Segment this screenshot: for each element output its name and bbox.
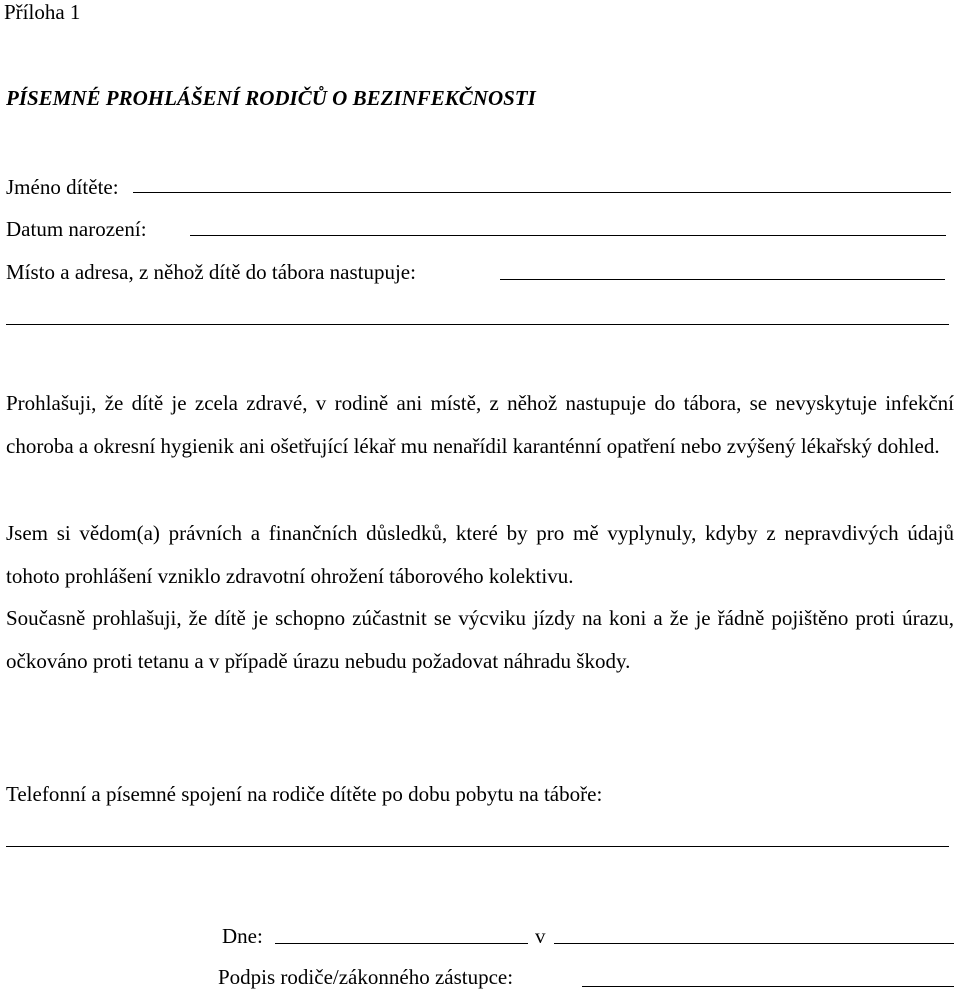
document-title: PÍSEMNÉ PROHLÁŠENÍ RODIČŮ O BEZINFEKČNOSTI bbox=[6, 86, 536, 110]
birth-date-label: Datum narození: bbox=[6, 217, 147, 241]
signature-label: Podpis rodiče/zákonného zástupce: bbox=[218, 965, 514, 989]
birth-date-field[interactable] bbox=[190, 235, 946, 236]
contact-label: Telefonní a písemné spojení na rodiče dítěte po dobu pobytu na táboře: bbox=[6, 782, 603, 806]
address-label: Místo a adresa, z něhož dítě do tábora nastupuje: bbox=[6, 260, 416, 284]
contact-field[interactable] bbox=[6, 846, 949, 847]
date-field[interactable] bbox=[275, 943, 528, 944]
signature-field[interactable] bbox=[582, 986, 954, 987]
place-field[interactable] bbox=[554, 943, 954, 944]
child-name-field[interactable] bbox=[133, 192, 951, 193]
declaration-paragraph-liability: Jsem si vědom(a) právních a finančních důsledků, které by pro mě vyplynuly, kdyby z nepravdivých údajů tohoto prohlášení vzniklo zdravotní ohrožení táborového kolektivu. bbox=[6, 521, 954, 588]
address-field[interactable] bbox=[500, 279, 945, 280]
date-label: Dne: bbox=[222, 924, 263, 948]
declaration-paragraph-health: Prohlašuji, že dítě je zcela zdravé, v rodině ani místě, z něhož nastupuje do tábora, se nevyskytuje infekční choroba a okresní hygienik ani ošetřující lékař mu nenařídil karanténní opatření nebo zvýšený lékařský dohled. bbox=[6, 391, 954, 458]
annex-label: Příloha 1 bbox=[4, 0, 81, 24]
place-label: v bbox=[535, 924, 546, 948]
address-field-continued[interactable] bbox=[6, 324, 949, 325]
child-name-label: Jméno dítěte: bbox=[6, 175, 119, 199]
declaration-paragraph-riding: Současně prohlašuji, že dítě je schopno zúčastnit se výcviku jízdy na koni a že je řádně pojištěno proti úrazu, očkováno proti tetanu a v případě úrazu nebudu požadovat náhradu škody. bbox=[6, 606, 954, 673]
